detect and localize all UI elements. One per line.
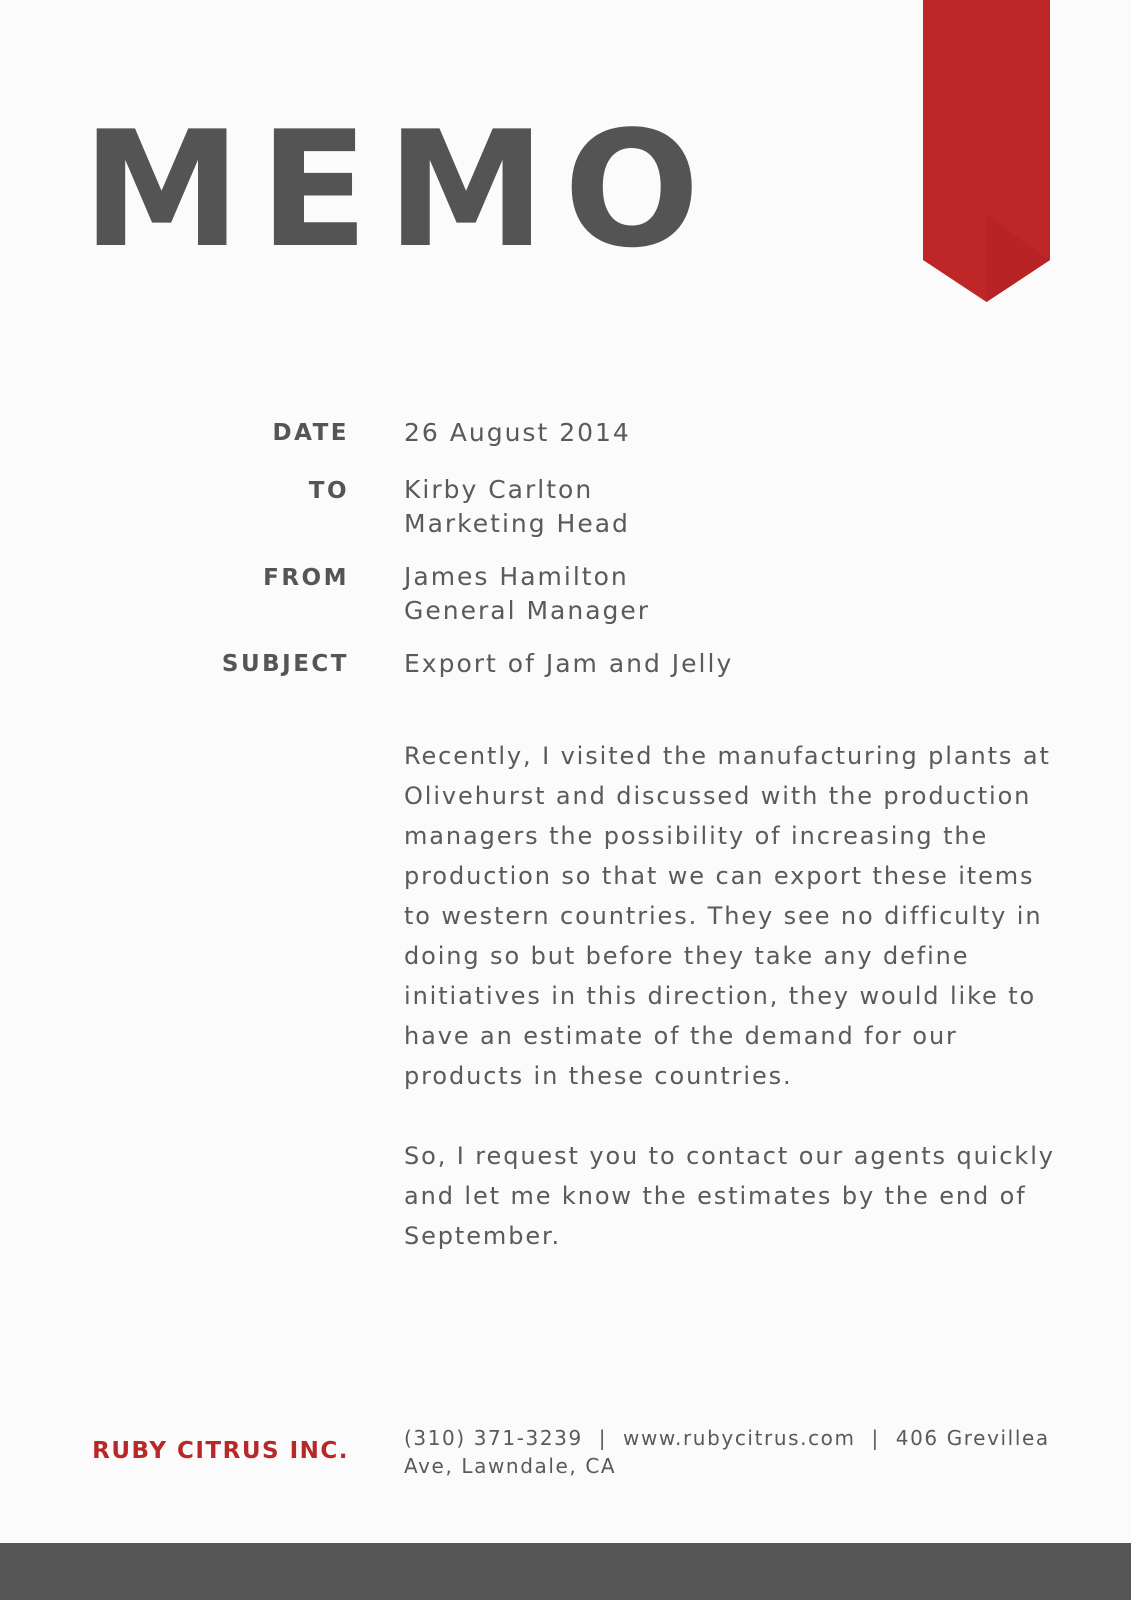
to-title: Marketing Head [404,509,630,538]
from-label: FROM [263,565,349,591]
from-title: General Manager [404,596,651,625]
date-value: 26 August 2014 [404,418,631,447]
memo-body [404,736,1064,1256]
memo-title: MEMO [82,96,718,283]
from-sender [404,560,650,628]
subject-value: Export of Jam and Jelly [404,649,734,678]
to-name: Kirby Carlton [404,475,594,504]
date-label: DATE [272,420,349,446]
company-name: RUBY CITRUS INC. [92,1438,349,1464]
footer-bar [0,1543,1131,1600]
body-paragraph-1: Recently, I visited the manufacturing plants at Olivehurst and discussed with the production managers the possibility of increasing the production so that we can export these items to western countries. They see no difficulty in doing so but before they take any define initiatives in this direction, they would like to have an estimate of the demand for our products in these countries. [404,742,1051,1090]
from-name: James Hamilton [404,562,629,591]
to-label: TO [308,478,349,504]
company-contact: (310) 371-3239 | www.rubycitrus.com | 406 Grevillea Ave, Lawndale, CA [404,1426,1058,1478]
subject-label: SUBJECT [221,651,349,677]
to-recipient [404,473,630,541]
ribbon-bookmark-decoration [923,0,1050,302]
body-paragraph-2: So, I request you to contact our agents quickly and let me know the estimates by the end of September. [404,1142,1055,1250]
